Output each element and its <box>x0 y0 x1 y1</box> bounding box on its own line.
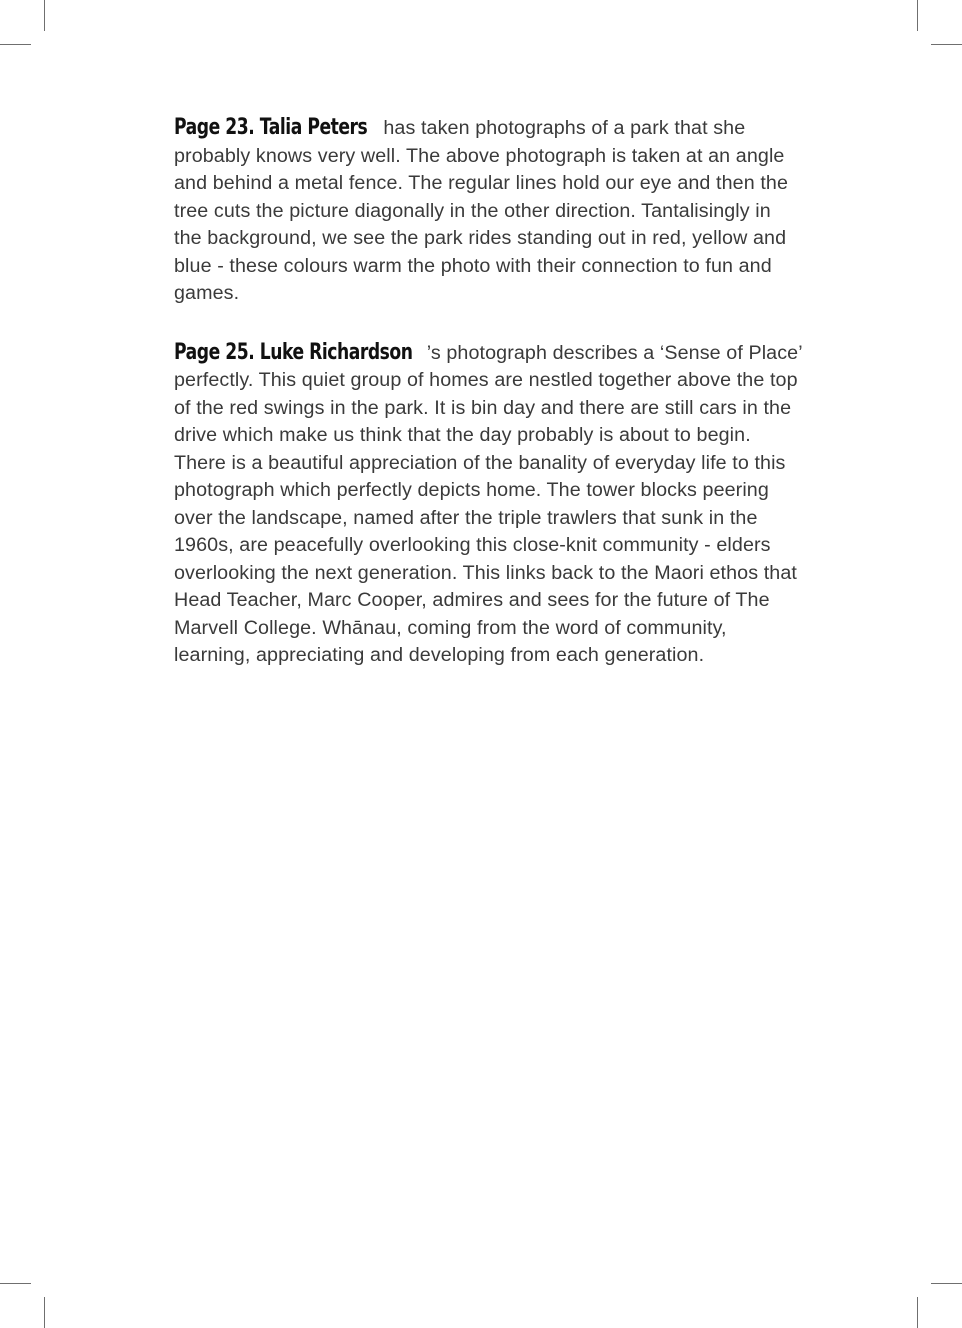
paragraph-luke-richardson <box>174 339 804 670</box>
page-text <box>174 114 804 701</box>
crop-mark-bottom-left-horizontal <box>0 1283 31 1284</box>
crop-mark-top-right-horizontal <box>931 44 962 45</box>
paragraph-lead: Page 25. Luke Richardson <box>174 339 413 365</box>
crop-mark-top-left-horizontal <box>0 44 31 45</box>
crop-mark-bottom-right-vertical <box>917 1297 918 1328</box>
paragraph-talia-peters <box>174 114 804 308</box>
crop-mark-bottom-right-horizontal <box>931 1283 962 1284</box>
crop-mark-top-right-vertical <box>917 0 918 31</box>
crop-mark-top-left-vertical <box>44 0 45 31</box>
paragraph-body: has taken photographs of a park that she probably knows very well. The above photograph is taken at an angle and behind a metal fence. The regular lines hold our eye and then the tree cuts the picture diagonally in the other direction. Tantalisingly in the background, we see the park rides standing out in red, yellow and blue - these colours warm the photo with their connection to fun and games. <box>174 117 788 304</box>
crop-mark-bottom-left-vertical <box>44 1297 45 1328</box>
paragraph-lead: Page 23. Talia Peters <box>174 115 368 140</box>
paragraph-body: ’s photograph describes a ‘Sense of Place’ perfectly. This quiet group of homes are nestled together above the top of the red swings in the park. It is bin day and there are still cars in the drive which make us think that the day probably is about to begin. There is a beautiful appreciation of the banality of everyday life to this photograph which perfectly depicts home. The tower blocks peering over the landscape, named after the triple trawlers that sunk in the 1960s, are peacefully overlooking this close-knit community - elders overlooking the next generation. This links back to the Maori ethos that Head Teacher, Marc Cooper, admires and sees for the future of The Marvell College. Whānau, coming from the word of community, learning, appreciating and developing from each generation. <box>174 341 802 666</box>
